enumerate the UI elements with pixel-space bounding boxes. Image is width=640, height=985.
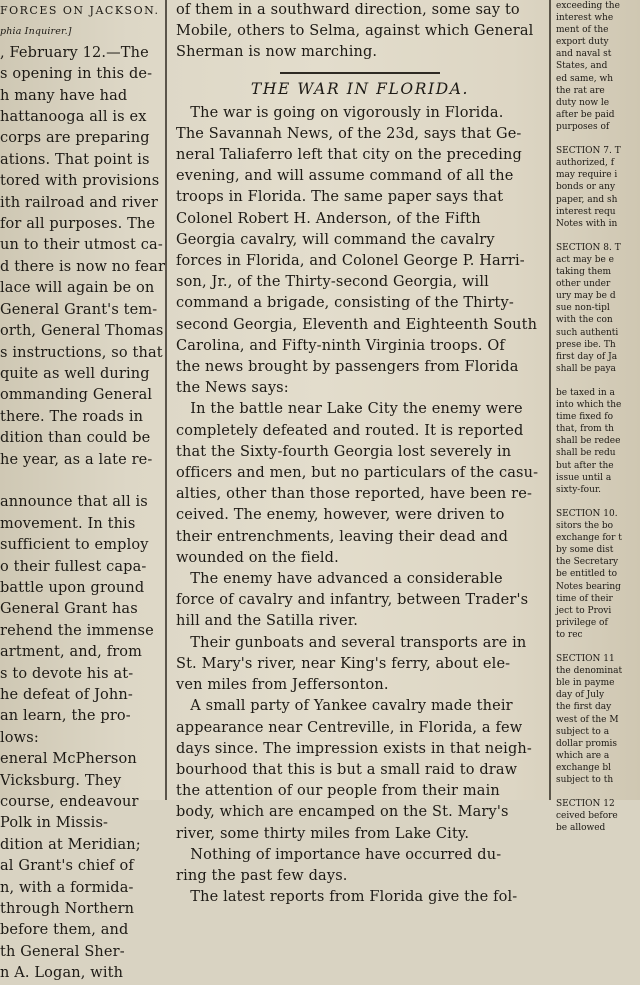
left-column-line: dition than could be <box>0 430 151 447</box>
right-column-line: SECTION 11 <box>556 654 615 665</box>
right-column-line <box>556 375 640 387</box>
right-column-line: Notes bearing <box>556 581 621 592</box>
left-column-line: ith railroad and river <box>0 194 158 211</box>
article-body-line: evening, and will assume command of all the <box>176 168 514 185</box>
left-column-line: artment, and, from <box>0 644 143 661</box>
article-body-line: The Savannah News, of the 23d, says that Ge- <box>176 125 522 142</box>
article-body-line: alties, other than those reported, have been re- <box>176 486 533 503</box>
right-column-line: exceeding the <box>556 1 620 11</box>
article-body-line: The war is going on vigorously in Florida. <box>176 104 504 121</box>
article-body-line: second Georgia, Eleventh and Eighteenth South <box>176 316 538 333</box>
article-body-line: the News says: <box>176 380 289 397</box>
right-column-line: the denominat <box>556 666 623 677</box>
right-column-line: ble in payme <box>556 678 615 689</box>
article-body-line: ring the past few days. <box>176 867 348 884</box>
right-column-line: first day of Ja <box>556 351 618 362</box>
article-body-line: St. Mary's river, near King's ferry, about ele- <box>176 655 511 672</box>
right-column-line: be allowed <box>556 823 606 834</box>
right-column-line: interest whe <box>556 13 614 24</box>
right-column-line: prese ibe. Th <box>556 339 616 350</box>
right-column-line: time of their <box>556 593 613 604</box>
right-column-line: ment of the <box>556 25 609 36</box>
right-column-line: day of July <box>556 690 605 701</box>
left-column-line: Vicksburg. They <box>0 772 122 789</box>
left-column-line: h many have had <box>0 87 128 104</box>
preceding-article-line: Mobile, others to Selma, against which General <box>176 23 534 40</box>
right-column-line: the first day <box>556 702 612 713</box>
article-body-line: The enemy have advanced a considerable <box>176 571 503 588</box>
article-body-line: Colonel Robert H. Anderson, of the Fifth <box>176 210 481 227</box>
left-column-line: , February 12.—The <box>0 44 149 61</box>
right-column-line: sue non-tipl <box>556 303 610 314</box>
right-column-line: SECTION 10. <box>556 508 618 519</box>
right-column-line: interest requ <box>556 206 616 217</box>
right-column-line: ject to Provi <box>556 605 612 616</box>
right-column-line: ed same, wh <box>556 73 614 84</box>
right-column-line: with the con <box>556 315 613 326</box>
right-column-line: shall be redu <box>556 448 616 459</box>
right-column-line: other under <box>556 279 611 290</box>
left-column-line: he year, as a late re- <box>0 451 153 468</box>
right-column-line: paper, and sh <box>556 194 618 205</box>
right-column-line: sitors the bo <box>556 521 614 532</box>
left-column-line: through Northern <box>0 901 135 918</box>
article-body-line: troops in Florida. The same paper says that <box>176 189 504 206</box>
right-column-line: SECTION 8. T <box>556 242 621 253</box>
column-divider-right <box>549 0 551 800</box>
article-body-line: Their gunboats and several transports are in <box>176 634 527 651</box>
right-column-line: taking them <box>556 267 612 278</box>
article-body-line: Georgia cavalry, will command the cavalry <box>176 231 495 248</box>
right-column-line: authorized, f <box>556 158 615 169</box>
left-column-line: movement. In this <box>0 515 136 532</box>
left-column-line: an learn, the pro- <box>0 708 131 725</box>
left-column-line: eneral McPherson <box>0 751 137 768</box>
left-column-line: orth, General Thomas <box>0 323 164 340</box>
right-column-line: into which the <box>556 400 622 411</box>
article-body-line: days since. The impression exists in that neigh- <box>176 740 532 757</box>
article-body-line: son, Jr., of the Thirty-second Georgia, will <box>176 274 489 291</box>
left-column-line: there. The roads in <box>0 408 144 425</box>
right-column-line: sixty-four. <box>556 484 602 495</box>
right-column-line: States, and <box>556 61 608 72</box>
right-column-line: subject to th <box>556 775 614 785</box>
right-column <box>556 0 640 834</box>
article-body-line: their entrenchments, leaving their dead and <box>176 528 509 545</box>
right-column-line: such authenti <box>556 327 619 338</box>
right-column-line: time fixed fo <box>556 412 613 423</box>
right-column-line: act may be e <box>556 254 615 265</box>
article-body-line: river, some thirty miles from Lake City. <box>176 825 470 842</box>
right-column-line <box>556 641 640 653</box>
left-column-line: lows: <box>0 729 39 746</box>
article-body-line: officers and men, but no particulars of the casu- <box>176 465 539 482</box>
left-column-line: n, with a formida- <box>0 879 134 896</box>
left-column-line: hattanooga all is ex <box>0 109 147 126</box>
left-column-line: Polk in Missis- <box>0 815 109 832</box>
right-column-line: export duty <box>556 37 609 48</box>
article-body-line: body, which are encamped on the St. Mary's <box>176 804 509 821</box>
right-column-line: that, from th <box>556 424 614 435</box>
article-body-line: Nothing of importance have occurred du- <box>176 846 502 863</box>
left-column-line: s instructions, so that <box>0 344 163 361</box>
left-column-line: al Grant's chief of <box>0 858 134 875</box>
left-column-line: n A. Logan, with <box>0 965 124 982</box>
right-column-line: shall be paya <box>556 363 616 374</box>
left-column-line: before them, and <box>0 922 129 939</box>
right-column-line: subject to a <box>556 726 610 737</box>
left-column-line: o their fullest capa- <box>0 558 147 575</box>
left-column-line: quite as well during <box>0 365 150 382</box>
right-column-line: ury may be d <box>556 291 616 302</box>
article-body-line: bourhood that this is but a small raid to draw <box>176 761 518 778</box>
left-column-line: d there is now no fear <box>0 258 166 275</box>
left-column-line: th General Sher- <box>0 943 125 960</box>
right-column-line: Notes with in <box>556 218 618 229</box>
left-column-line: General Grant has <box>0 601 138 618</box>
article-body-line: In the battle near Lake City the enemy were <box>176 401 523 418</box>
right-column-line: bonds or any <box>556 182 616 193</box>
article-body-line: hill and the Satilla river. <box>176 613 359 630</box>
left-column-line: General Grant's tem- <box>0 301 158 318</box>
article-body-line: ceived. The enemy, however, were driven to <box>176 507 505 524</box>
left-column-line: for all purposes. The <box>0 216 156 233</box>
article-body-line: A small party of Yankee cavalry made their <box>176 698 513 715</box>
right-column-line: be taxed in a <box>556 388 615 398</box>
right-column-line: may require i <box>556 170 618 181</box>
right-column-line: the Secretary <box>556 557 619 568</box>
section-rule <box>280 72 440 74</box>
article-body-line: that the Sixty-fourth Georgia lost severely in <box>176 443 512 460</box>
right-column-line: duty now le <box>556 97 610 108</box>
right-column-line: west of the M <box>556 714 619 725</box>
left-column-line: dition at Meridian; <box>0 836 141 853</box>
article-body-line: wounded on the field. <box>176 549 339 566</box>
article-body-line: the attention of our people from their main <box>176 783 500 800</box>
right-column-line: by some dist <box>556 545 614 556</box>
right-column-line: privilege of <box>556 617 608 628</box>
left-column-line: course, endeavour <box>0 794 139 811</box>
left-column-line: ommanding General <box>0 387 153 404</box>
right-column-line: which are a <box>556 750 610 761</box>
right-column-line: SECTION 7. T <box>556 146 621 157</box>
left-column-line: sufficient to employ <box>0 537 149 554</box>
preceding-article-line: Sherman is now marching. <box>176 44 378 61</box>
article-body-line: neral Taliaferro left that city on the preceding <box>176 147 522 164</box>
article-body-line: completely defeated and routed. It is reported <box>176 422 524 439</box>
left-column-line: ations. That point is <box>0 151 150 168</box>
article-body-line: The latest reports from Florida give the fol- <box>176 889 518 906</box>
right-column-line: ceived before <box>556 811 618 822</box>
preceding-article-line: of them in a southward direction, some say to <box>176 2 520 18</box>
left-column-line: phia Inquirer.] <box>0 26 72 38</box>
left-column-line: tored with provisions <box>0 173 160 190</box>
left-column-line: announce that all is <box>0 494 148 511</box>
article-body-line: Carolina, and Fifty-ninth Virginia troops. Of <box>176 337 505 354</box>
left-column <box>0 0 166 982</box>
left-column-line: lace will again be on <box>0 280 155 297</box>
center-column <box>176 0 544 906</box>
left-column-line: battle upon ground <box>0 579 145 596</box>
right-column-line <box>556 496 640 508</box>
left-column-line: s opening in this de- <box>0 66 153 83</box>
left-column-line: rehend the immense <box>0 622 154 639</box>
right-column-line <box>556 133 640 145</box>
article-body-line: ven miles from Jeffersonton. <box>176 677 389 694</box>
left-column-line <box>0 471 158 492</box>
right-column-line: the rat are <box>556 85 605 96</box>
right-column-line: but after the <box>556 460 614 471</box>
right-column-line: issue until a <box>556 472 612 483</box>
column-divider-left <box>165 0 167 800</box>
article-headline: THE WAR IN FLORIDA. <box>250 79 470 98</box>
article-body-line: command a brigade, consisting of the Thirty- <box>176 295 514 312</box>
left-column-line: he defeat of John- <box>0 687 133 703</box>
right-column-line: dollar promis <box>556 738 617 749</box>
right-column-line <box>556 230 640 242</box>
article-body-line: force of cavalry and infantry, between Trader's <box>176 592 529 609</box>
right-column-line: after be paid <box>556 109 615 120</box>
article-body-line: appearance near Centreville, in Florida, a few <box>176 719 523 736</box>
right-column-line: shall be redee <box>556 436 621 447</box>
article-body-line: forces in Florida, and Colonel George P. Harri- <box>176 253 525 270</box>
right-column-line: exchange bl <box>556 762 611 773</box>
left-column-line: corps are preparing <box>0 130 150 147</box>
right-column-line: purposes of <box>556 121 610 132</box>
right-column-line: SECTION 12 <box>556 799 615 810</box>
right-column-line: exchange for t <box>556 533 622 544</box>
right-column-line <box>556 786 640 798</box>
left-column-line: un to their utmost ca- <box>0 237 163 254</box>
left-column-line: s to devote his at- <box>0 665 134 682</box>
article-body-line: the news brought by passengers from Florida <box>176 359 519 376</box>
right-column-line: be entitled to <box>556 569 618 580</box>
left-column-line: FORCES ON JACKSON. <box>0 4 160 17</box>
right-column-line: to rec <box>556 629 583 640</box>
right-column-line: and naval st <box>556 49 612 60</box>
